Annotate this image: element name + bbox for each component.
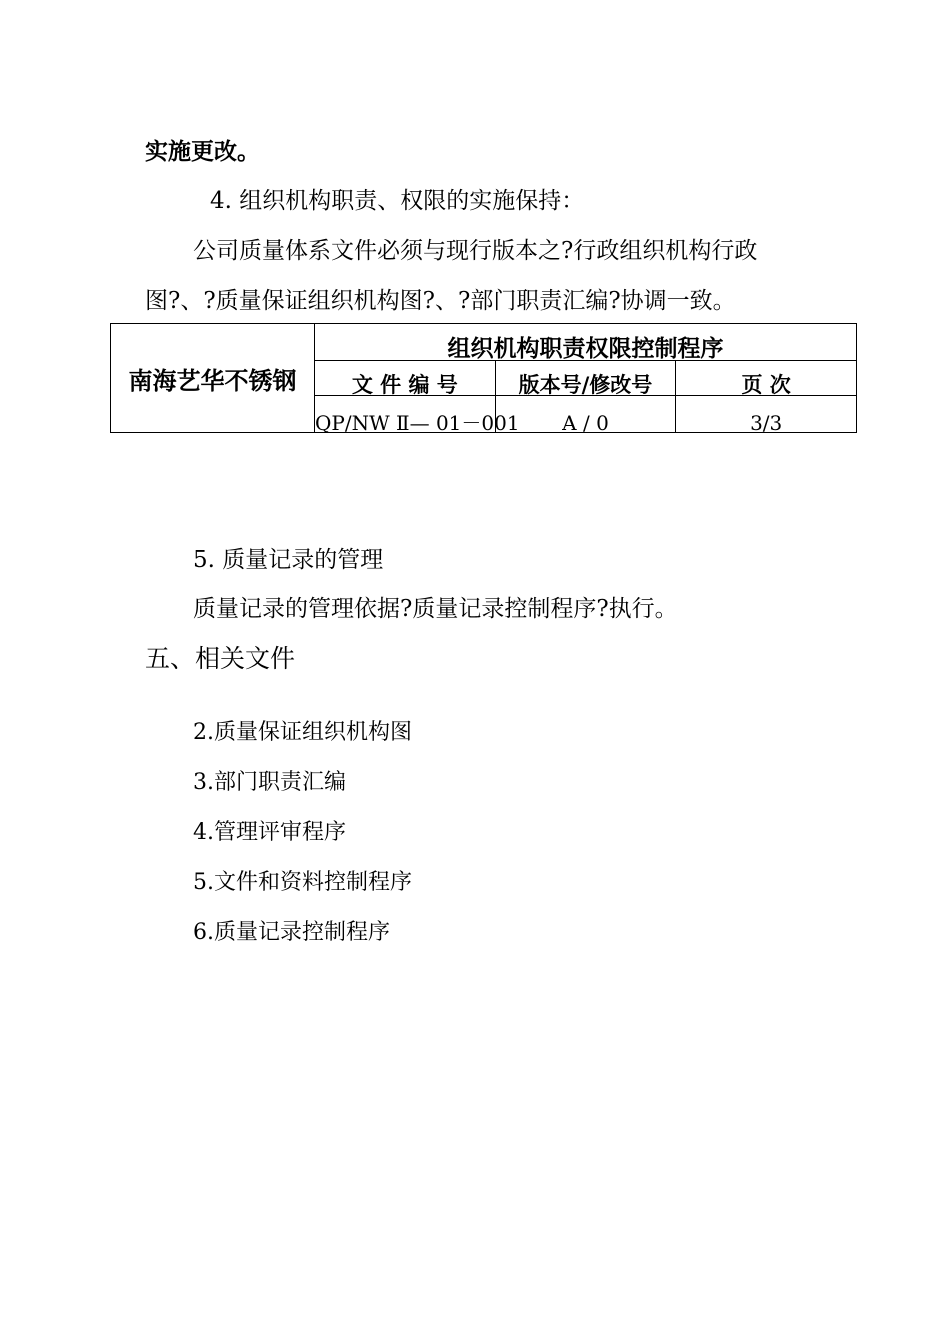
item5-heading: 5. 质量记录的管理 xyxy=(193,547,384,573)
related-file-item: 3.部门职责汇编 xyxy=(193,770,346,795)
document-header-table xyxy=(110,323,857,433)
page-label: 页 次 xyxy=(676,361,857,396)
related-file-item: 2.质量保证组织机构图 xyxy=(193,720,412,745)
section-heading: 五、相关文件 xyxy=(145,644,296,673)
related-file-item: 4.管理评审程序 xyxy=(193,820,346,845)
para2-line2: 图?、?质量保证组织机构图?、?部门职责汇编?协调一致。 xyxy=(145,288,736,314)
doc-number-value: QP/NW Ⅱ— 01－001 xyxy=(315,396,496,433)
company-name: 南海艺华不锈钢 xyxy=(111,324,315,433)
related-file-item: 5.文件和资料控制程序 xyxy=(193,870,412,895)
version-value: A / 0 xyxy=(495,396,676,433)
related-file-item: 6.质量记录控制程序 xyxy=(193,920,390,945)
item4-heading: 4. 组织机构职责、权限的实施保持： xyxy=(210,188,585,214)
version-label: 版本号/修改号 xyxy=(495,361,676,396)
procedure-title: 组织机构职责权限控制程序 xyxy=(315,324,857,361)
para1-tail: 实施更改。 xyxy=(145,138,260,165)
para2-line1: 公司质量体系文件必须与现行版本之?行政组织机构行政 xyxy=(193,238,758,264)
page-value: 3/3 xyxy=(676,396,857,433)
doc-number-label: 文 件 编 号 xyxy=(315,361,496,396)
item5-text: 质量记录的管理依据?质量记录控制程序?执行。 xyxy=(193,596,678,622)
